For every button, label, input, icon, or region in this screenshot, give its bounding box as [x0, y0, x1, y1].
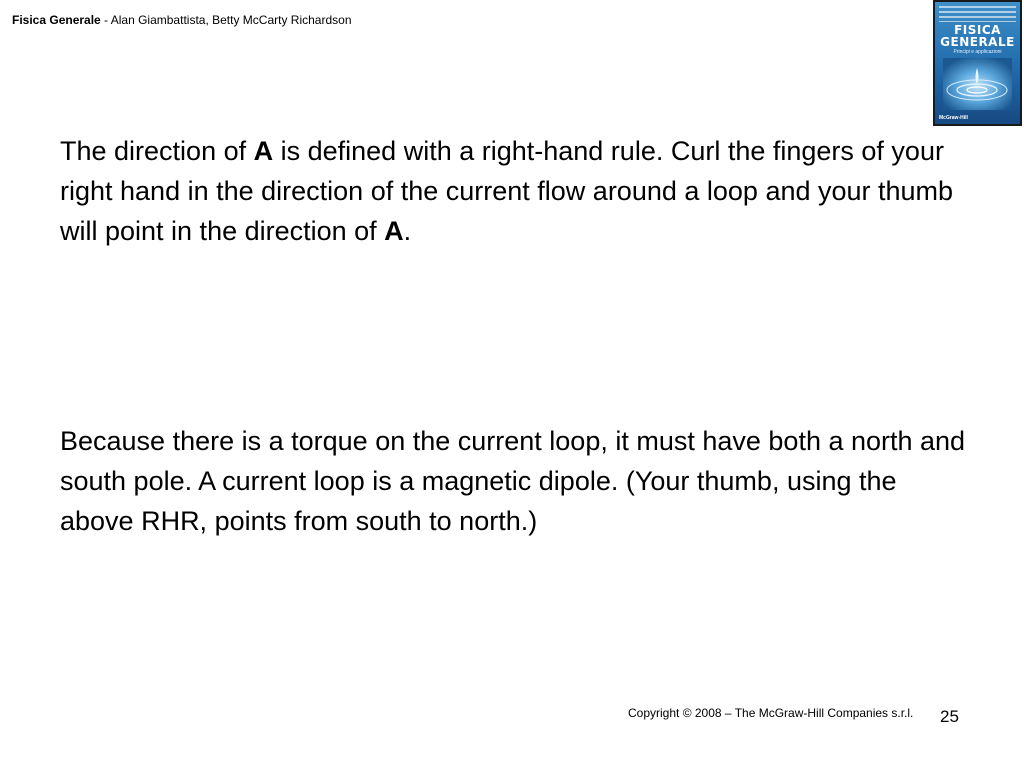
- copyright-notice: Copyright © 2008 – The McGraw-Hill Companies s.r.l.: [628, 706, 914, 720]
- water-drop-icon: [943, 58, 1012, 110]
- page-number: 25: [940, 707, 959, 726]
- paragraph-magnetic-dipole: Because there is a torque on the current loop, it must have both a north and south pole. A current loop is a magnetic dipole. (Your thumb, using the above RHR, points from south to north.): [60, 426, 966, 536]
- cover-subtitle: Principi e applicazioni: [953, 49, 1002, 55]
- vector-a-bold-1: A: [253, 136, 274, 166]
- vector-a-bold-2: A: [384, 216, 404, 246]
- book-title: Fisica Generale: [12, 13, 101, 27]
- book-authors: Alan Giambattista, Betty McCarty Richardson: [110, 13, 352, 27]
- cover-authors-lines: [939, 6, 1016, 22]
- cover-publisher: McGraw-Hill: [939, 115, 968, 121]
- paragraph1-text-2: is defined with a right-hand rule. Curl the fingers of your right hand in the direction of the current flow around a loop and your thumb will point in the direction of: [60, 136, 954, 246]
- paragraph1-text-1: The direction of: [60, 136, 254, 166]
- paragraph-right-hand-rule: [60, 131, 970, 251]
- paragraph1-text-3: .: [403, 216, 412, 246]
- cover-title-line1: FISICA: [954, 23, 1001, 37]
- cover-title-line2: GENERALE: [940, 35, 1015, 49]
- cover-title: [935, 24, 1020, 48]
- header-separator: -: [100, 13, 111, 27]
- book-cover-image: [933, 0, 1022, 126]
- slide-header: [12, 12, 352, 28]
